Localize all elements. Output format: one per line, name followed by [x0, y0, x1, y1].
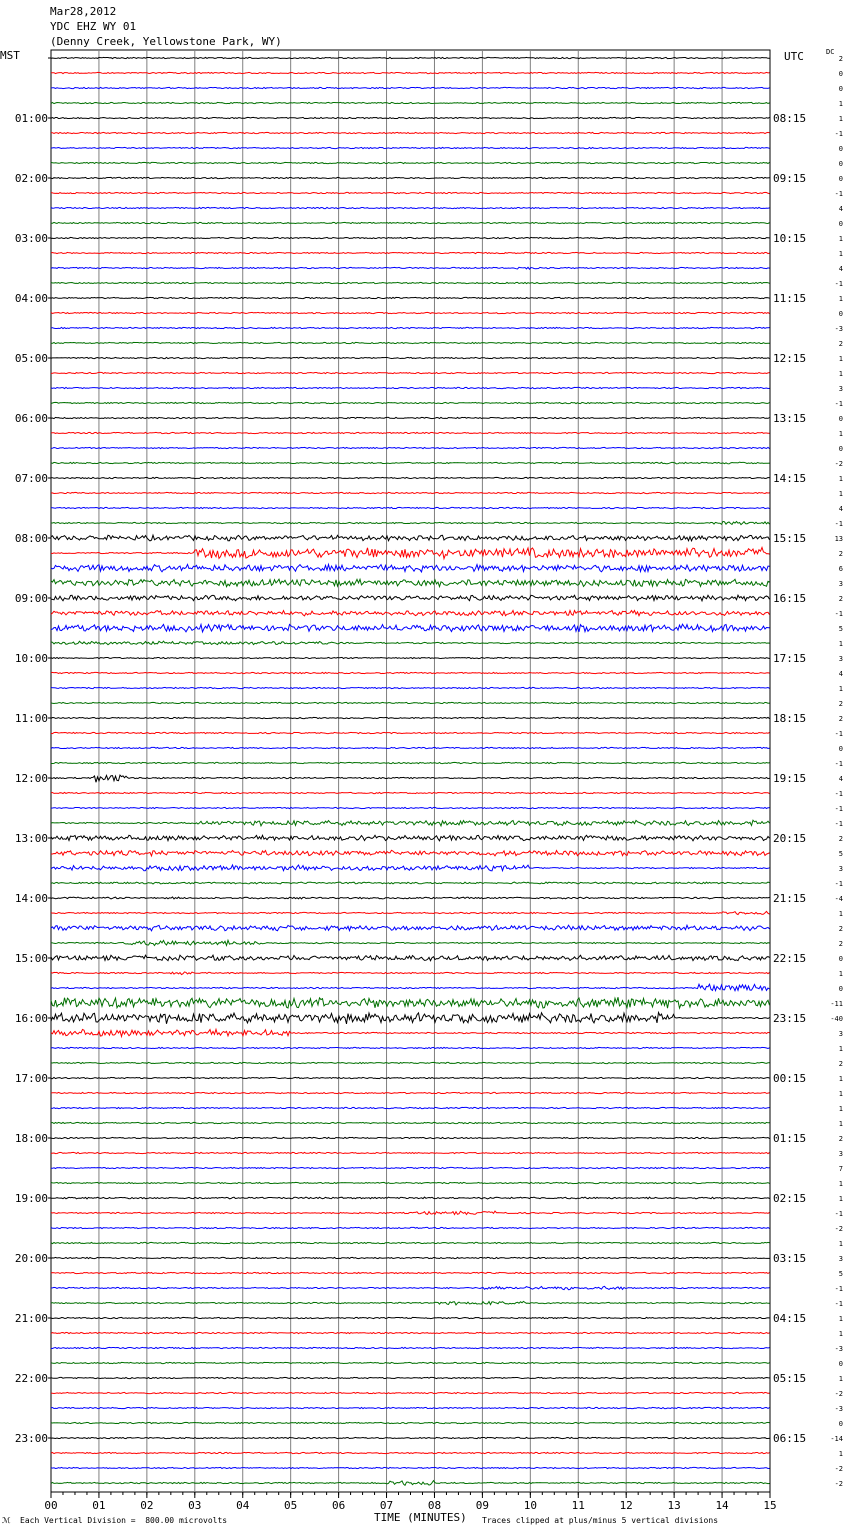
dc-offset-value: 3 — [838, 1150, 843, 1158]
trace-row — [51, 192, 770, 193]
left-hour-label: 14:00 — [14, 892, 48, 905]
trace-row — [51, 297, 770, 298]
trace-row — [51, 911, 770, 914]
dc-offset-value: -1 — [834, 190, 843, 198]
trace-row — [51, 1029, 770, 1036]
x-tick-label: 06 — [331, 1499, 346, 1512]
dc-offset-value: 2 — [838, 1060, 843, 1068]
dc-offset-value: 2 — [838, 55, 843, 63]
right-hour-label: 00:15 — [773, 1072, 807, 1085]
dc-offset-value: 3 — [838, 1030, 843, 1038]
trace-row — [51, 1467, 770, 1468]
left-hour-label: 05:00 — [14, 352, 48, 365]
right-timezone-label: UTC — [784, 50, 804, 63]
dc-offset-value: -1 — [834, 730, 843, 738]
trace-row — [51, 177, 770, 178]
trace-row — [51, 402, 770, 403]
dc-offset-value: -1 — [834, 280, 843, 288]
dc-offset-value: 5 — [838, 1270, 843, 1278]
right-hour-label: 08:15 — [773, 112, 807, 125]
left-hour-label: 13:00 — [14, 832, 48, 845]
dc-offset-value: 0 — [838, 220, 843, 228]
dc-offset-value: 1 — [838, 685, 843, 693]
trace-row — [51, 687, 770, 688]
trace-row — [51, 1077, 770, 1078]
trace-row — [51, 702, 770, 703]
dc-offset-value: -1 — [834, 880, 843, 888]
dc-offset-value: -4 — [834, 895, 843, 903]
dc-offset-value: 1 — [838, 490, 843, 498]
dc-offset-value: -1 — [834, 1300, 843, 1308]
right-hour-label: 10:15 — [773, 232, 807, 245]
dc-offset-value: 1 — [838, 1090, 843, 1098]
trace-row — [51, 1242, 770, 1243]
dc-offset-value: 0 — [838, 1360, 843, 1368]
trace-row — [51, 882, 770, 884]
trace-row — [51, 762, 770, 763]
trace-row — [51, 357, 770, 358]
dc-offset-value: 1 — [838, 370, 843, 378]
trace-row — [51, 1362, 770, 1363]
dc-offset-value: -11 — [830, 1000, 843, 1008]
trace-row — [51, 477, 770, 478]
left-hour-label: 17:00 — [14, 1072, 48, 1085]
trace-row — [51, 1481, 770, 1486]
left-hour-label: 15:00 — [14, 952, 48, 965]
header-date: Mar28,2012 — [50, 5, 117, 18]
x-tick-label: 05 — [284, 1499, 298, 1512]
trace-row — [51, 792, 770, 793]
dc-offset-value: -40 — [830, 1015, 843, 1023]
trace-row — [51, 1167, 770, 1168]
right-hour-label: 16:15 — [773, 592, 807, 605]
trace-row — [51, 492, 770, 493]
dc-offset-value: 3 — [838, 655, 843, 663]
header-station: YDC EHZ WY 01 — [50, 20, 137, 33]
dc-offset-value: 1 — [838, 1075, 843, 1083]
dc-offset-value: 1 — [838, 295, 843, 303]
trace-row — [51, 835, 770, 841]
trace-row — [51, 1092, 770, 1093]
trace-row — [51, 1227, 770, 1228]
trace-row — [51, 462, 770, 464]
left-hour-label: 23:00 — [14, 1432, 48, 1445]
trace-row — [51, 611, 770, 616]
x-tick-label: 02 — [140, 1499, 154, 1512]
dc-offset-value: 1 — [838, 1315, 843, 1323]
trace-row — [51, 732, 770, 733]
header-location: (Denny Creek, Yellowstone Park, WY) — [50, 35, 282, 48]
left-hour-label: 12:00 — [14, 772, 48, 785]
right-hour-label: 12:15 — [773, 352, 807, 365]
trace-row — [51, 342, 770, 343]
dc-offset-value: -1 — [834, 820, 843, 828]
dc-offset-value: 0 — [838, 415, 843, 423]
trace-row — [51, 372, 770, 373]
left-hour-label: 20:00 — [14, 1252, 48, 1265]
trace-row — [51, 267, 770, 269]
dc-offset-value: 13 — [834, 535, 843, 543]
dc-offset-value: -2 — [834, 1465, 843, 1473]
right-hour-label: 09:15 — [773, 172, 807, 185]
left-hour-label: 18:00 — [14, 1132, 48, 1145]
trace-row — [51, 1122, 770, 1123]
dc-offset-value: 3 — [838, 580, 843, 588]
x-tick-label: 11 — [571, 1499, 585, 1512]
left-hour-label: 09:00 — [14, 592, 48, 605]
trace-row — [51, 72, 770, 73]
dc-offset-value: 0 — [838, 310, 843, 318]
dc-offset-value: -1 — [834, 610, 843, 618]
right-hour-label: 20:15 — [773, 832, 807, 845]
vertical-scale-note: Each Vertical Division = 800.00 microvolts — [20, 1516, 228, 1525]
left-timezone-label: MST — [0, 49, 20, 62]
trace-row — [51, 807, 770, 808]
dc-offset-value: -1 — [834, 805, 843, 813]
dc-offset-value: 2 — [838, 715, 843, 723]
dc-offset-value: 2 — [838, 700, 843, 708]
plot-frame — [51, 50, 770, 1492]
trace-row — [51, 282, 770, 283]
trace-row — [51, 117, 770, 118]
dc-offset-value: -3 — [834, 1405, 843, 1413]
dc-offset-value: 2 — [838, 595, 843, 603]
trace-row — [51, 641, 770, 645]
left-hour-label: 10:00 — [14, 652, 48, 665]
right-hour-label: 22:15 — [773, 952, 807, 965]
dc-offset-value: 1 — [838, 1195, 843, 1203]
dc-offset-value: 0 — [838, 175, 843, 183]
dc-offset-value: -3 — [834, 1345, 843, 1353]
dc-offset-value: 2 — [838, 940, 843, 948]
trace-row — [51, 1317, 770, 1318]
dc-offset-value: 1 — [838, 640, 843, 648]
trace-row — [51, 1137, 770, 1138]
dc-offset-value: 1 — [838, 1180, 843, 1188]
x-tick-label: 04 — [236, 1499, 250, 1512]
trace-row — [51, 102, 770, 103]
trace-row — [51, 387, 770, 388]
left-hour-label: 21:00 — [14, 1312, 48, 1325]
right-hour-label: 02:15 — [773, 1192, 807, 1205]
x-tick-label: 14 — [715, 1499, 729, 1512]
dc-offset-value: 1 — [838, 100, 843, 108]
trace-row — [51, 521, 770, 524]
dc-offset-value: 1 — [838, 1450, 843, 1458]
dc-offset-value: 4 — [838, 205, 843, 213]
trace-row — [51, 1197, 770, 1199]
dc-offset-value: 1 — [838, 1105, 843, 1113]
right-hour-label: 04:15 — [773, 1312, 807, 1325]
dc-offset-value: 3 — [838, 865, 843, 873]
dc-offset-value: 7 — [838, 1165, 843, 1173]
trace-row — [51, 162, 770, 163]
trace-row — [51, 925, 770, 931]
trace-row — [51, 1272, 770, 1273]
x-tick-label: 01 — [92, 1499, 106, 1512]
dc-offset-value: -2 — [834, 1225, 843, 1233]
trace-row — [51, 984, 770, 991]
dc-offset-value: 1 — [838, 1120, 843, 1128]
x-tick-label: 15 — [763, 1499, 777, 1512]
trace-row — [51, 548, 770, 559]
trace-row — [51, 252, 770, 253]
dc-offset-value: -2 — [834, 1480, 843, 1488]
dc-offset-value: -3 — [834, 325, 843, 333]
trace-row — [51, 955, 770, 961]
trace-row — [51, 1182, 770, 1183]
trace-row — [51, 207, 770, 208]
trace-row — [51, 1062, 770, 1063]
trace-row — [51, 1047, 770, 1048]
left-hour-label: 02:00 — [14, 172, 48, 185]
dc-offset-value: 1 — [838, 250, 843, 258]
trace-row — [51, 865, 770, 871]
trace-row — [51, 1257, 770, 1258]
dc-offset-value: 4 — [838, 505, 843, 513]
dc-offset-value: 0 — [838, 70, 843, 78]
dc-offset-value: 2 — [838, 550, 843, 558]
x-tick-label: 03 — [188, 1499, 202, 1512]
dc-offset-value: 0 — [838, 85, 843, 93]
dc-offset-value: -1 — [834, 130, 843, 138]
trace-row — [51, 1211, 770, 1215]
right-hour-label: 06:15 — [773, 1432, 807, 1445]
left-hour-label: 08:00 — [14, 532, 48, 545]
trace-row — [51, 1422, 770, 1423]
trace-row — [51, 972, 770, 975]
x-tick-label: 08 — [427, 1499, 442, 1512]
trace-row — [51, 312, 770, 313]
trace-row — [51, 507, 770, 508]
right-hour-label: 13:15 — [773, 412, 807, 425]
dc-offset-value: 2 — [838, 1135, 843, 1143]
left-hour-label: 19:00 — [14, 1192, 48, 1205]
dc-offset-value: 4 — [838, 265, 843, 273]
dc-offset-value: 0 — [838, 745, 843, 753]
trace-row — [51, 87, 770, 88]
trace-row — [51, 1107, 770, 1108]
dc-offset-value: 4 — [838, 775, 843, 783]
trace-row — [51, 1286, 770, 1289]
dc-offset-value: 5 — [838, 625, 843, 633]
left-hour-label: 06:00 — [14, 412, 48, 425]
trace-row — [51, 579, 770, 587]
trace-row — [51, 747, 770, 748]
dc-offset-value: -2 — [834, 460, 843, 468]
dc-offset-value: 1 — [838, 355, 843, 363]
trace-row — [51, 1392, 770, 1393]
right-hour-label: 14:15 — [773, 472, 807, 485]
dc-offset-value: 1 — [838, 910, 843, 918]
left-hour-label: 03:00 — [14, 232, 48, 245]
trace-row — [51, 535, 770, 541]
dc-offset-value: 0 — [838, 985, 843, 993]
x-tick-label: 13 — [667, 1499, 681, 1512]
dc-offset-value: -1 — [834, 1210, 843, 1218]
trace-row — [51, 147, 770, 148]
trace-row — [51, 940, 770, 945]
right-hour-label: 17:15 — [773, 652, 807, 665]
clip-note: Traces clipped at plus/minus 5 vertical divisions — [482, 1516, 719, 1525]
trace-row — [51, 432, 770, 433]
dc-offset-value: -2 — [834, 1390, 843, 1398]
trace-row — [51, 717, 770, 718]
dc-offset-value: -1 — [834, 400, 843, 408]
dc-offset-value: 2 — [838, 925, 843, 933]
x-tick-label: 00 — [44, 1499, 58, 1512]
dc-offset-value: 0 — [838, 445, 843, 453]
dc-offset-value: 1 — [838, 970, 843, 978]
trace-row — [51, 657, 770, 658]
trace-row — [51, 564, 770, 572]
trace-row — [51, 1013, 770, 1024]
left-hour-label: 11:00 — [14, 712, 48, 725]
dc-offset-value: 0 — [838, 160, 843, 168]
right-hour-label: 01:15 — [773, 1132, 807, 1145]
left-hour-label: 22:00 — [14, 1372, 48, 1385]
right-hour-label: 05:15 — [773, 1372, 807, 1385]
dc-offset-value: 1 — [838, 1330, 843, 1338]
right-hour-label: 23:15 — [773, 1012, 807, 1025]
dc-offset-value: -14 — [830, 1435, 843, 1443]
dc-offset-value: -1 — [834, 760, 843, 768]
dc-offset-value: -1 — [834, 1285, 843, 1293]
x-axis-title: TIME (MINUTES) — [374, 1511, 467, 1524]
trace-row — [51, 237, 770, 238]
trace-row — [51, 417, 770, 418]
dc-offset-value: 1 — [838, 115, 843, 123]
trace-row — [51, 997, 770, 1008]
trace-row — [51, 775, 770, 782]
dc-offset-value: 6 — [838, 565, 843, 573]
dc-offset-value: 3 — [838, 385, 843, 393]
trace-row — [51, 1407, 770, 1408]
trace-row — [51, 1332, 770, 1333]
trace-row — [51, 672, 770, 673]
left-hour-label: 16:00 — [14, 1012, 48, 1025]
right-hour-label: 18:15 — [773, 712, 807, 725]
dc-offset-label: DC — [826, 48, 835, 56]
dc-offset-value: 1 — [838, 430, 843, 438]
right-hour-label: 11:15 — [773, 292, 807, 305]
trace-row — [51, 57, 770, 58]
dc-offset-value: 1 — [838, 1375, 843, 1383]
right-hour-label: 19:15 — [773, 772, 807, 785]
left-hour-label: 01:00 — [14, 112, 48, 125]
dc-offset-value: 1 — [838, 1045, 843, 1053]
x-tick-label: 10 — [523, 1499, 537, 1512]
dc-offset-value: -1 — [834, 520, 843, 528]
x-tick-label: 07 — [379, 1499, 394, 1512]
trace-row — [51, 850, 770, 856]
dc-offset-value: 2 — [838, 835, 843, 843]
trace-row — [51, 624, 770, 632]
trace-row — [51, 595, 770, 601]
trace-row — [51, 1377, 770, 1378]
dc-offset-value: 1 — [838, 1240, 843, 1248]
dc-offset-value: 5 — [838, 850, 843, 858]
trace-row — [51, 1437, 770, 1438]
trace-row — [51, 222, 770, 223]
right-hour-label: 15:15 — [773, 532, 807, 545]
left-hour-label: 04:00 — [14, 292, 48, 305]
trace-row — [51, 447, 770, 448]
dc-offset-value: -1 — [834, 790, 843, 798]
trace-row — [51, 820, 770, 826]
right-hour-label: 03:15 — [773, 1252, 807, 1265]
trace-row — [51, 1347, 770, 1348]
right-hour-label: 21:15 — [773, 892, 807, 905]
trace-row — [51, 132, 770, 133]
trace-row — [51, 1301, 770, 1305]
dc-offset-value: 2 — [838, 340, 843, 348]
dc-offset-value: 1 — [838, 235, 843, 243]
trace-row — [51, 1452, 770, 1453]
x-tick-label: 12 — [619, 1499, 633, 1512]
dc-offset-value: 0 — [838, 1420, 843, 1428]
dc-offset-value: 0 — [838, 145, 843, 153]
dc-offset-value: 3 — [838, 1255, 843, 1263]
dc-offset-value: 4 — [838, 670, 843, 678]
dc-offset-value: 0 — [838, 955, 843, 963]
left-hour-label: 07:00 — [14, 472, 48, 485]
trace-row — [51, 1152, 770, 1153]
dc-offset-value: 1 — [838, 475, 843, 483]
footer-mark: ℳ — [2, 1516, 11, 1525]
x-tick-label: 09 — [475, 1499, 490, 1512]
trace-row — [51, 897, 770, 899]
trace-row — [51, 327, 770, 328]
